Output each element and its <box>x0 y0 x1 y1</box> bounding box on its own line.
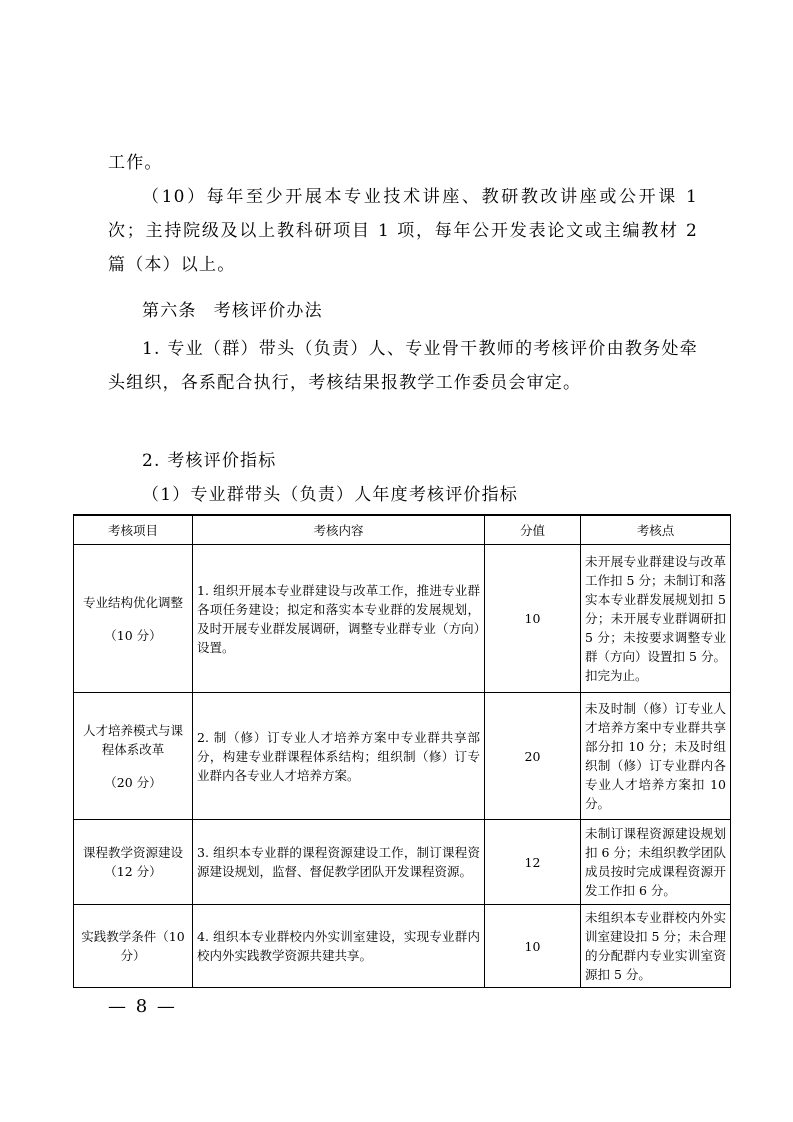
score-cell: 12 <box>485 820 581 905</box>
paragraph-point-2: 2. 考核评价指标 <box>142 451 277 471</box>
paragraph-item-10: （10）每年至少开展本专业技术讲座、教研教改讲座或公开课 1 次；主持院级及以上教科研项目 1 项，每年公开发表论文或主编教材 2 篇（本）以上。 <box>108 187 698 275</box>
item-cell <box>74 905 193 988</box>
table-row <box>74 905 731 988</box>
table-row <box>74 693 731 820</box>
content-cell: 3. 组织本专业群的课程资源建设工作，制订课程资源建设规划，监督、督促教学团队开发课程资源。 <box>193 820 485 905</box>
article-6-title: 考核评价办法 <box>213 301 323 321</box>
header-item: 考核项目 <box>74 515 193 545</box>
table-title: （1）专业群带头（负责）人年度考核评价指标 <box>142 485 519 505</box>
article-6-label: 第六条 <box>142 301 197 321</box>
points-cell: 未开展专业群建设与改革工作扣 5 分；未制订和落实本专业群发展规划扣 5 分；未开展专业群调研扣 5 分；未按要求调整专业群（方向）设置扣 5 分。扣完为止。 <box>581 545 731 693</box>
article-6-heading <box>108 294 698 328</box>
table-header-row <box>74 515 731 545</box>
paragraph-continuation: 工作。 <box>108 153 163 173</box>
points-cell: 未及时制（修）订专业人才培养方案中专业群共享部分扣 10 分；未及时组织制（修）订专业群内各专业人才培养方案扣 10 分。 <box>581 693 731 820</box>
points-cell: 未组织本专业群校内外实训室建设扣 5 分；未合理的分配群内专业实训室资源扣 5 分。 <box>581 905 731 988</box>
score-cell: 20 <box>485 693 581 820</box>
item-name: 课程教学资源建设（12 分） <box>82 845 183 879</box>
header-score: 分值 <box>485 515 581 545</box>
content-cell: 4. 组织本专业群校内外实训室建设，实现专业群内校内外实践教学资源共建共享。 <box>193 905 485 988</box>
item-name: 实践教学条件（10 分） <box>81 929 185 963</box>
item-name: 人才培养模式与课程体系改革 <box>82 722 183 757</box>
content-cell: 2. 制（修）订专业人才培养方案中专业群共享部分，构建专业群课程体系结构；组织制（修）订专业群内各专业人才培养方案。 <box>193 693 485 820</box>
header-points: 考核点 <box>581 515 731 545</box>
content-cell: 1. 组织开展本专业群建设与改革工作，推进专业群各项任务建设；拟定和落实本专业群的发展规划，及时开展专业群发展调研，调整专业群专业（方向）设置。 <box>193 545 485 693</box>
paragraph-point-1: 1. 专业（群）带头（负责）人、专业骨干教师的考核评价由教务处牵头组织，各系配合执行，考核结果报教学工作委员会审定。 <box>108 339 698 393</box>
header-content: 考核内容 <box>193 515 485 545</box>
score-cell: 10 <box>485 545 581 693</box>
item-score: （10 分） <box>104 627 162 643</box>
item-cell <box>74 820 193 905</box>
points-cell: 未制订课程资源建设规划扣 6 分；未组织教学团队成员按时完成课程资源开发工作扣 6 分。 <box>581 820 731 905</box>
page-number: — 8 — <box>108 996 177 1017</box>
assessment-table <box>73 514 731 988</box>
table-row <box>74 545 731 693</box>
score-cell: 10 <box>485 905 581 988</box>
item-cell <box>74 545 193 693</box>
table-row <box>74 820 731 905</box>
item-name: 专业结构优化调整 <box>82 594 183 610</box>
item-cell <box>74 693 193 820</box>
item-score: （20 分） <box>104 774 162 790</box>
